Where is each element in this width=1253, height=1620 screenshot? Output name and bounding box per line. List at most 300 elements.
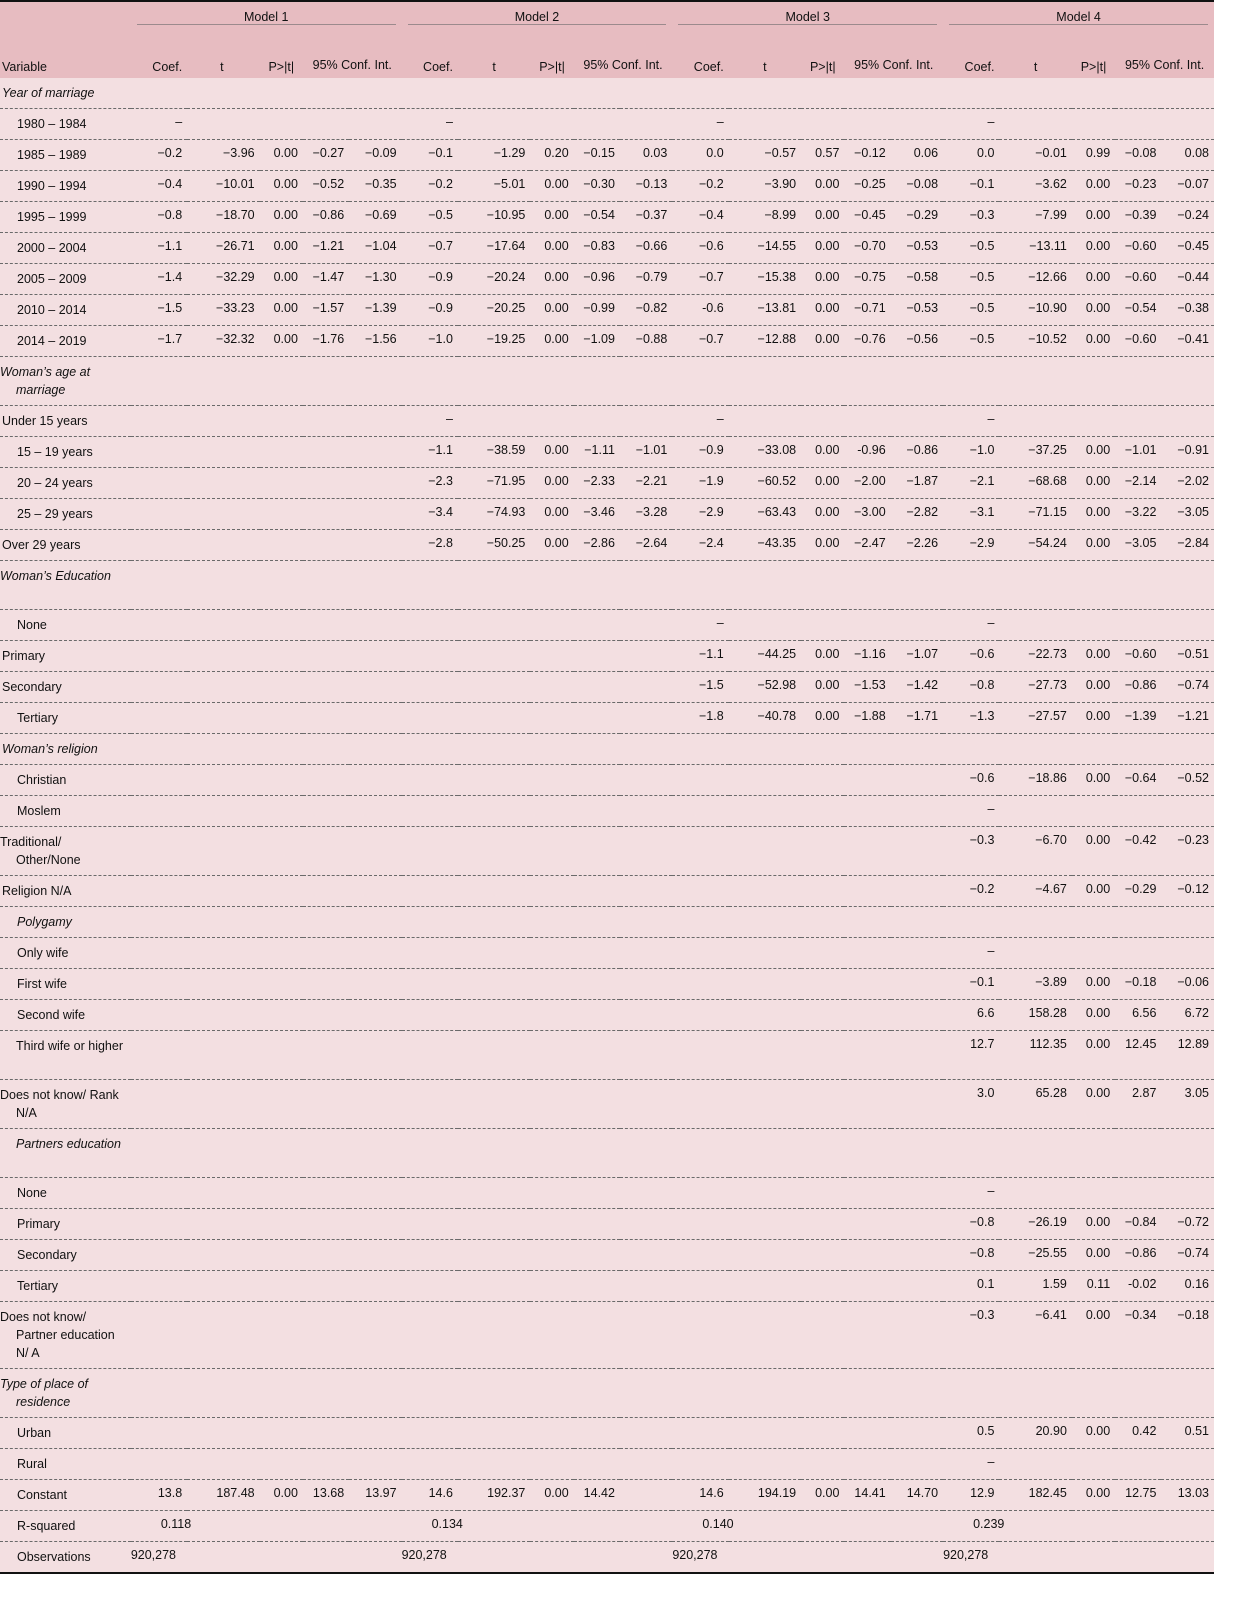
row-label: First wife (0, 969, 131, 1000)
t-header: t (763, 60, 767, 74)
table-cell (349, 1080, 401, 1129)
table-cell: 12.9 (943, 1480, 999, 1511)
table-cell (402, 641, 458, 672)
table-cell: 12.45 (1115, 1031, 1161, 1080)
table-row (0, 233, 1214, 264)
table-cell (303, 641, 349, 672)
table-cell: −0.39 (1115, 202, 1161, 233)
table-cell (131, 796, 187, 827)
table-cell: 0.00 (260, 171, 303, 202)
table-cell (672, 765, 728, 796)
table-cell (349, 1418, 401, 1449)
table-cell (891, 1418, 943, 1449)
table-cell: 0.00 (260, 264, 303, 295)
table-cell (303, 827, 349, 876)
table-cell: −12.88 (729, 326, 801, 357)
table-cell: −4.67 (999, 876, 1071, 907)
r-squared-value: 0.140 (672, 1511, 801, 1542)
table-cell (187, 530, 259, 561)
table-row (0, 357, 1214, 406)
table-cell: −0.69 (349, 202, 401, 233)
table-cell: 0.20 (530, 140, 573, 171)
table-cell (349, 938, 401, 969)
table-cell (844, 610, 890, 641)
table-cell: 0.00 (530, 326, 573, 357)
table-cell (349, 907, 401, 938)
table-cell: −0.7 (672, 264, 728, 295)
table-cell (131, 357, 187, 406)
table-cell (672, 969, 728, 1000)
table-cell: 0.00 (260, 295, 303, 326)
table-cell: −2.9 (943, 530, 999, 561)
table-cell (187, 499, 259, 530)
table-cell (187, 1178, 259, 1209)
table-cell: −26.19 (999, 1209, 1071, 1240)
table-cell (729, 827, 801, 876)
table-cell: −0.6 (672, 233, 728, 264)
table-cell: −2.14 (1115, 468, 1161, 499)
table-cell (620, 876, 672, 907)
observations-value: 920,278 (943, 1542, 1072, 1574)
table-cell (1072, 938, 1115, 969)
table-cell: −0.84 (1115, 1209, 1161, 1240)
table-cell (131, 1369, 187, 1418)
table-cell: 14.70 (891, 1480, 943, 1511)
table-cell (729, 1240, 801, 1271)
table-cell: 0.00 (1072, 672, 1115, 703)
table-cell (303, 1449, 349, 1480)
table-cell: 20.90 (999, 1418, 1071, 1449)
table-cell (729, 561, 801, 610)
table-cell (530, 703, 573, 734)
table-cell: −0.5 (943, 326, 999, 357)
table-cell: 0.00 (530, 437, 573, 468)
table-cell (999, 907, 1071, 938)
table-cell (303, 1209, 349, 1240)
table-cell: 0.00 (801, 264, 844, 295)
table-row (0, 437, 1214, 468)
table-cell: −19.25 (458, 326, 530, 357)
table-cell (672, 1209, 728, 1240)
table-cell (303, 1178, 349, 1209)
table-cell (530, 765, 573, 796)
table-row (0, 109, 1214, 140)
table-cell (844, 1449, 890, 1480)
table-cell (574, 1209, 620, 1240)
table-cell: −1.01 (1115, 437, 1161, 468)
table-cell: 0.00 (260, 140, 303, 171)
table-cell: −12.66 (999, 264, 1071, 295)
table-cell: −0.13 (620, 171, 672, 202)
table-cell (999, 610, 1071, 641)
table-cell: −0.8 (943, 672, 999, 703)
table-cell: −20.25 (458, 295, 530, 326)
table-cell (1115, 561, 1161, 610)
table-cell (1161, 1369, 1214, 1418)
table-cell (844, 1418, 890, 1449)
table-cell: −2.3 (402, 468, 458, 499)
table-cell (844, 938, 890, 969)
table-cell (801, 561, 844, 610)
table-cell (303, 437, 349, 468)
table-cell: −38.59 (458, 437, 530, 468)
model-4-header: Model 4 (943, 1, 1214, 32)
table-cell (402, 1240, 458, 1271)
table-cell: 0.0 (672, 140, 728, 171)
table-row (0, 1178, 1214, 1209)
table-row (0, 78, 1214, 109)
table-cell: −13.81 (729, 295, 801, 326)
table-cell: 0.00 (1072, 969, 1115, 1000)
table-cell: −1.29 (458, 140, 530, 171)
table-cell (260, 734, 303, 765)
table-cell: 0.00 (260, 1480, 303, 1511)
table-cell: 0.5 (943, 1418, 999, 1449)
table-cell: −0.23 (1161, 827, 1214, 876)
table-cell: −1.04 (349, 233, 401, 264)
table-cell (801, 1080, 844, 1129)
table-cell (1161, 734, 1214, 765)
table-cell: −0.71 (844, 295, 890, 326)
table-cell (1115, 406, 1161, 437)
table-cell: −0.5 (943, 264, 999, 295)
table-cell (1161, 78, 1214, 109)
table-row (0, 1271, 1214, 1302)
table-cell (1161, 610, 1214, 641)
table-cell (891, 1000, 943, 1031)
table-cell: −3.28 (620, 499, 672, 530)
table-cell (844, 357, 890, 406)
table-cell (729, 876, 801, 907)
table-cell: −3.46 (574, 499, 620, 530)
table-cell: −26.71 (187, 233, 259, 264)
table-cell (1161, 938, 1214, 969)
table-cell (801, 1271, 844, 1302)
row-label: Does not know/ Rank N/A (0, 1080, 131, 1129)
table-cell (402, 1302, 458, 1369)
t-header: t (1033, 60, 1038, 74)
table-cell (349, 437, 401, 468)
table-cell: 12.7 (943, 1031, 999, 1080)
table-cell (801, 969, 844, 1000)
table-cell (303, 938, 349, 969)
table-cell: −0.4 (131, 171, 187, 202)
table-cell (729, 1302, 801, 1369)
table-cell (1161, 796, 1214, 827)
table-cell: −0.6 (943, 765, 999, 796)
ci-header: 95% Conf. Int. (583, 58, 663, 72)
table-cell (187, 876, 259, 907)
table-cell (999, 734, 1071, 765)
table-cell: −0.66 (620, 233, 672, 264)
table-cell (620, 406, 672, 437)
table-cell (131, 641, 187, 672)
table-cell (574, 109, 620, 140)
table-cell: −0.54 (1115, 295, 1161, 326)
table-cell (303, 796, 349, 827)
table-cell (402, 703, 458, 734)
table-cell (620, 610, 672, 641)
table-cell: −0.15 (574, 140, 620, 171)
table-cell: −0.2 (672, 171, 728, 202)
table-row (0, 1129, 1214, 1178)
table-cell: 0.00 (530, 499, 573, 530)
table-cell (1072, 406, 1115, 437)
table-cell (458, 1369, 530, 1418)
table-cell (131, 468, 187, 499)
table-cell: −17.64 (458, 233, 530, 264)
table-cell (801, 109, 844, 140)
table-cell: 112.35 (999, 1031, 1071, 1080)
table-cell (402, 827, 458, 876)
table-cell: 0.00 (530, 171, 573, 202)
table-cell (303, 78, 349, 109)
table-cell: −10.01 (187, 171, 259, 202)
row-label: 1985 – 1989 (0, 140, 131, 171)
table-cell: −2.86 (574, 530, 620, 561)
table-cell (1072, 109, 1115, 140)
table-cell: 0.00 (260, 233, 303, 264)
table-cell (349, 109, 401, 140)
table-cell (402, 1031, 458, 1080)
table-cell (349, 561, 401, 610)
table-cell: −0.8 (943, 1209, 999, 1240)
table-cell (672, 78, 728, 109)
table-cell: −0.56 (891, 326, 943, 357)
table-cell: −0.8 (131, 202, 187, 233)
table-cell (303, 907, 349, 938)
table-cell (1115, 1449, 1161, 1480)
row-label: 1995 – 1999 (0, 202, 131, 233)
table-cell: 0.00 (530, 1480, 573, 1511)
table-cell (349, 1000, 401, 1031)
table-cell (260, 406, 303, 437)
table-cell (131, 938, 187, 969)
table-cell (131, 78, 187, 109)
table-cell (303, 1369, 349, 1418)
table-cell (620, 1480, 672, 1511)
table-cell: 0.00 (530, 530, 573, 561)
table-cell (349, 357, 401, 406)
table-cell: −0.60 (1115, 641, 1161, 672)
table-row (0, 1369, 1214, 1418)
table-cell: 187.48 (187, 1480, 259, 1511)
row-label: 1990 – 1994 (0, 171, 131, 202)
table-cell: 14.6 (402, 1480, 458, 1511)
table-row (0, 1209, 1214, 1240)
row-label: Type of place of residence (0, 1369, 131, 1418)
table-cell (349, 734, 401, 765)
table-cell: −0.9 (402, 295, 458, 326)
table-cell (260, 1209, 303, 1240)
table-cell (260, 357, 303, 406)
table-cell (1072, 1129, 1115, 1178)
table-cell (620, 357, 672, 406)
table-row (0, 1302, 1214, 1369)
table-cell (620, 78, 672, 109)
table-cell (574, 1302, 620, 1369)
table-cell (303, 406, 349, 437)
table-cell: 0.00 (530, 233, 573, 264)
table-cell (530, 1449, 573, 1480)
table-cell (349, 1369, 401, 1418)
table-cell (574, 969, 620, 1000)
table-cell: – (943, 610, 999, 641)
table-cell (402, 1000, 458, 1031)
table-cell: – (943, 109, 999, 140)
table-cell: −68.68 (999, 468, 1071, 499)
table-cell (620, 1240, 672, 1271)
table-cell: 0.11 (1072, 1271, 1115, 1302)
table-cell (844, 876, 890, 907)
table-cell (187, 78, 259, 109)
row-label: Tertiary (0, 1271, 131, 1302)
table-cell (530, 357, 573, 406)
table-cell (672, 938, 728, 969)
row-label: Year of marriage (0, 78, 131, 109)
table-cell (1115, 78, 1161, 109)
table-cell (620, 827, 672, 876)
table-cell: −0.60 (1115, 264, 1161, 295)
table-row (0, 171, 1214, 202)
table-cell: −0.52 (303, 171, 349, 202)
table-cell (131, 1449, 187, 1480)
table-cell: −3.4 (402, 499, 458, 530)
table-cell (844, 1302, 890, 1369)
table-cell (131, 1418, 187, 1449)
table-cell (349, 703, 401, 734)
table-cell (620, 672, 672, 703)
table-cell (303, 109, 349, 140)
table-cell: 14.42 (574, 1480, 620, 1511)
table-cell: −52.98 (729, 672, 801, 703)
table-cell: 0.00 (1072, 641, 1115, 672)
table-cell (303, 530, 349, 561)
table-cell (1072, 734, 1115, 765)
table-cell: 14.41 (844, 1480, 890, 1511)
table-cell (844, 1080, 890, 1129)
table-cell: −18.70 (187, 202, 259, 233)
table-cell: 0.00 (801, 1480, 844, 1511)
table-cell (131, 969, 187, 1000)
table-cell (729, 1031, 801, 1080)
table-cell: 0.00 (801, 703, 844, 734)
table-cell: 158.28 (999, 1000, 1071, 1031)
table-cell (402, 1080, 458, 1129)
table-row (0, 703, 1214, 734)
table-cell (1161, 1178, 1214, 1209)
table-cell (402, 796, 458, 827)
row-label: 2005 – 2009 (0, 264, 131, 295)
table-cell: −0.9 (672, 437, 728, 468)
table-cell: −71.95 (458, 468, 530, 499)
table-cell (1161, 357, 1214, 406)
table-cell (1072, 907, 1115, 938)
table-cell: −0.86 (303, 202, 349, 233)
table-cell (260, 703, 303, 734)
table-cell (187, 1240, 259, 1271)
table-cell (620, 109, 672, 140)
table-cell: −0.8 (943, 1240, 999, 1271)
table-cell (187, 641, 259, 672)
table-cell (187, 109, 259, 140)
table-cell: −63.43 (729, 499, 801, 530)
table-cell: −3.90 (729, 171, 801, 202)
table-cell (458, 1129, 530, 1178)
table-row (0, 1480, 1214, 1511)
table-cell (131, 1129, 187, 1178)
p-header: P>|t| (268, 60, 295, 74)
table-row (0, 969, 1214, 1000)
table-cell (574, 907, 620, 938)
table-cell (1161, 561, 1214, 610)
table-cell (260, 1418, 303, 1449)
table-cell: – (943, 406, 999, 437)
table-cell: −2.64 (620, 530, 672, 561)
table-cell (349, 1240, 401, 1271)
table-cell (620, 1302, 672, 1369)
table-cell (891, 765, 943, 796)
table-cell (187, 1129, 259, 1178)
table-cell: 0.00 (801, 641, 844, 672)
table-cell: −74.93 (458, 499, 530, 530)
table-cell: −0.96 (574, 264, 620, 295)
table-cell (844, 109, 890, 140)
table-cell: 0.00 (1072, 202, 1115, 233)
table-cell (402, 938, 458, 969)
table-cell: −54.24 (999, 530, 1071, 561)
table-cell (303, 1302, 349, 1369)
table-cell (574, 1178, 620, 1209)
table-cell (844, 1031, 890, 1080)
table-row (0, 561, 1214, 610)
table-cell: −71.15 (999, 499, 1071, 530)
table-cell (729, 938, 801, 969)
table-cell (620, 1369, 672, 1418)
table-cell: −1.39 (1115, 703, 1161, 734)
table-cell (891, 1209, 943, 1240)
table-cell (458, 969, 530, 1000)
table-cell (891, 1271, 943, 1302)
table-cell: −0.35 (349, 171, 401, 202)
table-cell (1115, 1178, 1161, 1209)
table-row (0, 1000, 1214, 1031)
table-cell: −0.79 (620, 264, 672, 295)
table-row (0, 1449, 1214, 1480)
table-cell (574, 1240, 620, 1271)
table-cell (891, 938, 943, 969)
table-cell: 0.00 (1072, 1480, 1115, 1511)
table-cell (672, 827, 728, 876)
table-row (0, 765, 1214, 796)
table-cell (458, 641, 530, 672)
table-cell: −0.41 (1161, 326, 1214, 357)
table-cell (530, 1369, 573, 1418)
row-label: Primary (0, 641, 131, 672)
table-cell: 0.00 (801, 468, 844, 499)
table-cell: −3.96 (187, 140, 259, 171)
table-cell: −14.55 (729, 233, 801, 264)
table-cell (801, 734, 844, 765)
table-cell (187, 1000, 259, 1031)
table-cell: −0.37 (620, 202, 672, 233)
table-cell: −0.30 (574, 171, 620, 202)
table-cell: −0.45 (844, 202, 890, 233)
table-cell (402, 1271, 458, 1302)
table-cell (187, 827, 259, 876)
table-cell: 0.1 (943, 1271, 999, 1302)
table-cell: 13.68 (303, 1480, 349, 1511)
